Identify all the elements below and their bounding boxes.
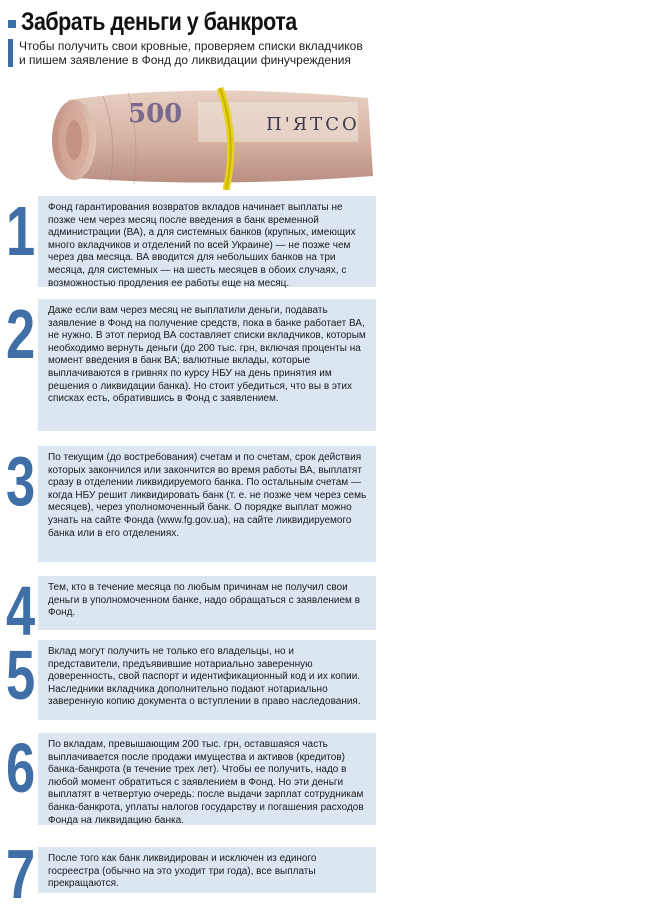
banknote-number: 500	[128, 99, 183, 129]
step-text: Тем, кто в течение месяца по любым причинам не получил свои деньги в уполномоченном банке, надо обращаться с заявлением в Фонд.	[48, 582, 361, 619]
page-subtitle: Чтобы получить свои кровные, проверяем списки вкладчиков и пишем заявление в Фонд до ликвидации финучреждения	[19, 39, 363, 67]
step-text-box	[38, 733, 376, 825]
money-roll-image	[48, 78, 378, 190]
step-number: 6	[6, 729, 36, 807]
step-text: По вкладам, превышающим 200 тыс. грн, оставшаяся часть выплачивается после продажи имущества и активов (кредитов) банка-банкрота (в течение трех лет). Чтобы ее получить, надо в любой момент обратиться с заявлением в Фонд. Но эти деньги выплатят в четвертую очередь: после выдачи зарплат сотрудникам банка-банкрота, уплаты налогов государству и погашения расходов Фонда на ликвидацию банка.	[48, 739, 364, 826]
step-text: Даже если вам через месяц не выплатили деньги, подавать заявление в Фонд на получение средств, пока в банке работает ВА, не нужно. В этот период ВА составляет списки вкладчиков, которым необходимо вернуть деньги (до 200 тыс. грн, включая проценты на момент введения в банк ВА; валютные вклады, которые выплачиваются в гривнях по курсу НБУ на день принятия им решения о ликвидации банка). Но стоит убедиться, что вы в этих списках есть, обратившись в Фонд с заявлением.	[48, 305, 366, 405]
step-text: Вклад могут получить не только его владельцы, но и представители, предъявившие нотариально заверенную доверенность, свой паспорт и идентификационный код и их копии. Наследники вкладчика дополнительно подают нотариально заверенную копию документа о вступлении в право наследования.	[48, 646, 361, 708]
banknote-text: П'ЯТСО	[266, 114, 360, 135]
page-title: Забрать деньги у банкрота	[21, 8, 297, 36]
step-number: 7	[6, 835, 36, 913]
step-text-box	[38, 446, 376, 562]
step-number: 4	[6, 572, 36, 650]
subtitle-block	[8, 39, 378, 67]
step-text-box	[38, 640, 376, 720]
step-number: 1	[6, 192, 36, 270]
step-text-box	[38, 847, 376, 893]
step-number: 5	[6, 636, 36, 714]
step-number: 2	[6, 295, 36, 373]
step-number: 3	[6, 442, 36, 520]
step-text: Фонд гарантирования возвратов вкладов начинает выплаты не позже чем через месяц после введения в банк временной администрации (ВА), а для системных банков (крупных, имеющих много вкладчиков и отделений по всей Украине) — не позже чем через два месяца. ВА вводится для небольших банков на три месяца, для системных — на шесть месяцев в обоих случаях, с возможностью продления ее работы еще на месяц.	[48, 202, 356, 289]
title-marker	[8, 20, 16, 28]
title-row	[8, 8, 378, 36]
step-text-box	[38, 576, 376, 630]
step-text-box	[38, 196, 376, 287]
subtitle-accent-bar	[8, 39, 13, 67]
step-text: По текущим (до востребования) счетам и по счетам, срок действия которых закончился или закончится во время работы ВА, выплатят сразу в отделении ликвидируемого банка. По остальным счетам — когда НБУ решит ликвидировать банк (т. е. не позже чем через семь месяцев), через уполномоченный банк. О порядке выплат можно узнать на сайте Фонда (www.fg.gov.ua), на сайте ликвидируемого банка или в его отделениях.	[48, 452, 367, 539]
step-text-box	[38, 299, 376, 431]
article-header	[8, 8, 378, 67]
step-text: После того как банк ликвидирован и исключен из единого госреестра (обычно на это уходит три года), все выплаты прекращаются.	[48, 853, 317, 890]
